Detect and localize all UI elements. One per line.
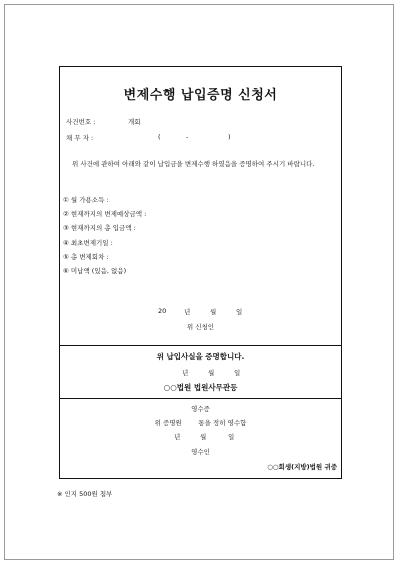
item-total-deposit: ③ 현재까지의 총 입금액 : bbox=[63, 224, 136, 232]
debtor-paren-close: ) bbox=[228, 133, 231, 141]
debtor-dash: - bbox=[186, 133, 189, 141]
receipt-date-month: 월 bbox=[200, 433, 207, 441]
stamp-footnote: ※ 인지 500원 첨부 bbox=[57, 490, 113, 498]
receipt-date-day: 일 bbox=[228, 433, 235, 441]
item-first-repayment-date: ④ 최초변제기일 : bbox=[63, 239, 113, 247]
debtor-paren-open: ( bbox=[158, 133, 161, 141]
certification-date-year: 년 bbox=[182, 369, 189, 377]
section-divider-1 bbox=[60, 345, 341, 346]
receipt-court: ○○회생(지방)법원 귀중 bbox=[267, 463, 337, 471]
item-expected-repayment: ② 현재까지의 변제예상금액 : bbox=[63, 210, 147, 218]
intro-text: 위 사건에 관하여 아래와 같이 납입금을 변제수행 하였음을 증명하여 주시기 바랍니다. bbox=[72, 160, 315, 168]
item-unpaid-amount: ⑥ 미납액 (있음, 없음) bbox=[63, 267, 127, 275]
application-date-year-prefix: 20 bbox=[158, 307, 167, 315]
certification-statement: 위 납입사실을 증명합니다. bbox=[156, 352, 245, 361]
applicant-label: 위 신청인 bbox=[186, 323, 215, 331]
item-total-installments: ⑤ 총 변제회차 : bbox=[63, 253, 109, 261]
form-title: 변제수행 납입증명 신청서 bbox=[123, 88, 278, 103]
application-date-month: 월 bbox=[210, 308, 217, 316]
certification-date-day: 일 bbox=[234, 369, 241, 377]
receipt-title: 영수증 bbox=[191, 405, 210, 413]
application-form bbox=[59, 66, 342, 479]
debtor-label: 채 무 자 : bbox=[66, 134, 94, 142]
application-date-year: 년 bbox=[184, 308, 191, 316]
certification-issuer: ○○법원 법원사무관등 bbox=[163, 383, 238, 392]
case-number-label: 사건번호 : bbox=[66, 118, 96, 126]
item-monthly-income: ① 월 가용소득 : bbox=[63, 196, 109, 204]
case-number-value: 개회 bbox=[128, 118, 141, 126]
receipt-text: 위 증명원 통을 정히 영수함 bbox=[154, 419, 247, 427]
application-date-day: 일 bbox=[236, 308, 243, 316]
receipt-recipient: 영수인 bbox=[191, 448, 210, 456]
receipt-date-year: 년 bbox=[174, 433, 181, 441]
certification-date-month: 월 bbox=[208, 369, 215, 377]
section-divider-2 bbox=[60, 398, 341, 399]
